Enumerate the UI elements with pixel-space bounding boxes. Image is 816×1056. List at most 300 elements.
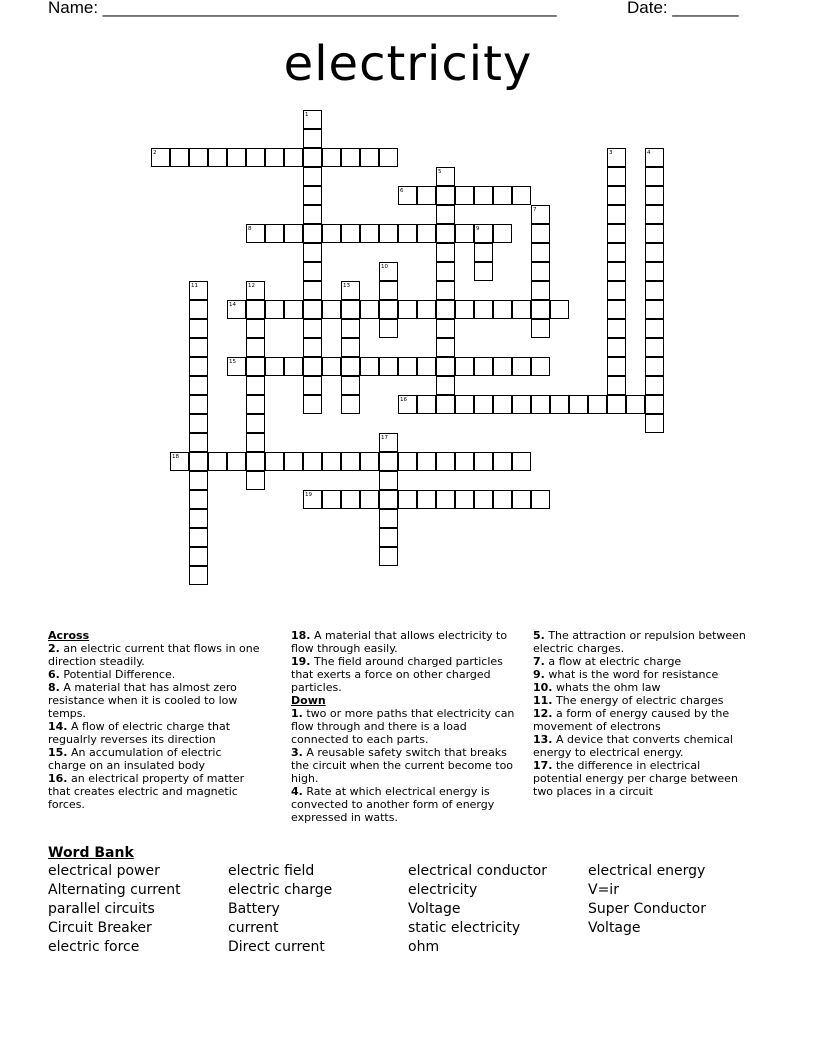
- word-bank-item: electric charge: [228, 882, 333, 898]
- word-bank-item: electric force: [48, 939, 140, 955]
- clue-item: [533, 668, 748, 681]
- clue-number-label: 7: [533, 207, 537, 213]
- crossword-cell[interactable]: [531, 224, 550, 243]
- clue-number: 5.: [533, 629, 545, 642]
- word-bank-item: Direct current: [228, 939, 325, 955]
- clue-text: whats the ohm law: [552, 681, 661, 694]
- clue-text: A material that allows electricity to flow through easily.: [291, 629, 508, 655]
- clue-number-label: 11: [191, 283, 198, 289]
- crossword-cell[interactable]: [303, 224, 322, 243]
- crossword-cell[interactable]: [493, 300, 512, 319]
- clue-text: an electrical property of matter that creates electric and magnetic forces.: [48, 772, 245, 811]
- crossword-cell[interactable]: [341, 338, 360, 357]
- crossword-cell[interactable]: [379, 224, 398, 243]
- crossword-cell[interactable]: [607, 243, 626, 262]
- crossword-cell[interactable]: [284, 148, 303, 167]
- crossword-cell[interactable]: [531, 490, 550, 509]
- crossword-cell[interactable]: [512, 186, 531, 205]
- crossword-cell[interactable]: [455, 224, 474, 243]
- crossword-cell[interactable]: [417, 395, 436, 414]
- word-bank-item: electrical energy: [588, 863, 706, 879]
- crossword-cell[interactable]: [303, 186, 322, 205]
- clue-text: the difference in electrical potential energy per charge between two places in a circuit: [533, 759, 738, 798]
- crossword-cell[interactable]: [189, 566, 208, 585]
- clue-text: A device that converts chemical energy to electrical energy.: [533, 733, 733, 759]
- clue-item: [48, 772, 260, 811]
- crossword-cell[interactable]: [436, 338, 455, 357]
- word-bank-item: Alternating current: [48, 882, 181, 898]
- clue-number: 1.: [291, 707, 303, 720]
- crossword-cell[interactable]: [512, 357, 531, 376]
- crossword-cell[interactable]: [265, 300, 284, 319]
- crossword-cell[interactable]: [455, 452, 474, 471]
- clue-item: [533, 629, 748, 655]
- crossword-cell[interactable]: [303, 319, 322, 338]
- crossword-cell[interactable]: [436, 167, 455, 186]
- clue-number: 2.: [48, 642, 60, 655]
- crossword-cell[interactable]: [493, 224, 512, 243]
- crossword-cell[interactable]: [607, 281, 626, 300]
- crossword-cell[interactable]: [303, 395, 322, 414]
- crossword-cell[interactable]: [607, 319, 626, 338]
- clue-number-label: 10: [381, 264, 388, 270]
- crossword-cell[interactable]: [645, 376, 664, 395]
- crossword-cell[interactable]: [379, 452, 398, 471]
- crossword-cell[interactable]: [303, 262, 322, 281]
- word-bank-item: ohm: [408, 939, 440, 955]
- crossword-cell[interactable]: [341, 300, 360, 319]
- crossword-cell[interactable]: [474, 186, 493, 205]
- crossword-cell[interactable]: [360, 452, 379, 471]
- clue-number: 8.: [48, 681, 60, 694]
- crossword-cell[interactable]: [417, 224, 436, 243]
- crossword-cell[interactable]: [303, 129, 322, 148]
- crossword-cell[interactable]: [398, 490, 417, 509]
- crossword-cell[interactable]: [322, 148, 341, 167]
- clue-item: [533, 694, 748, 707]
- crossword-cell[interactable]: [379, 300, 398, 319]
- crossword-cell[interactable]: [645, 186, 664, 205]
- word-bank-item: parallel circuits: [48, 901, 155, 917]
- crossword-cell[interactable]: [645, 395, 664, 414]
- crossword-cell[interactable]: [493, 490, 512, 509]
- crossword-cell[interactable]: [512, 452, 531, 471]
- clue-item: [48, 668, 260, 681]
- crossword-cell[interactable]: [341, 224, 360, 243]
- crossword-cell[interactable]: [303, 300, 322, 319]
- crossword-cell[interactable]: [645, 148, 664, 167]
- crossword-cell[interactable]: [455, 490, 474, 509]
- word-bank-item: Voltage: [588, 920, 641, 936]
- clue-number-label: 15: [229, 359, 236, 365]
- crossword-cell[interactable]: [417, 490, 436, 509]
- clue-number: 7.: [533, 655, 545, 668]
- crossword-cell[interactable]: [474, 243, 493, 262]
- word-bank-item: V=ir: [588, 882, 619, 898]
- crossword-cell[interactable]: [341, 376, 360, 395]
- crossword-cell[interactable]: [379, 148, 398, 167]
- clue-number: 15.: [48, 746, 68, 759]
- clue-item: [291, 746, 521, 785]
- clue-text: A material that has almost zero resistance when it is cooled to low temps.: [48, 681, 238, 720]
- crossword-cell[interactable]: [531, 300, 550, 319]
- crossword-cell[interactable]: [607, 224, 626, 243]
- crossword-cell[interactable]: [360, 148, 379, 167]
- crossword-cell[interactable]: [531, 262, 550, 281]
- crossword-cell[interactable]: [493, 395, 512, 414]
- clue-number-label: 1: [305, 112, 309, 118]
- crossword-cell[interactable]: [645, 262, 664, 281]
- crossword-cell[interactable]: [246, 300, 265, 319]
- crossword-cell[interactable]: [645, 205, 664, 224]
- crossword-cell[interactable]: [607, 338, 626, 357]
- crossword-cell[interactable]: [398, 395, 417, 414]
- clue-number-label: 3: [609, 150, 613, 156]
- crossword-cell[interactable]: [493, 357, 512, 376]
- crossword-cell[interactable]: [455, 357, 474, 376]
- clues-column-2: [291, 629, 521, 824]
- crossword-cell[interactable]: [569, 395, 588, 414]
- crossword-cell[interactable]: [246, 338, 265, 357]
- crossword-cell[interactable]: [189, 547, 208, 566]
- crossword-cell[interactable]: [379, 433, 398, 452]
- date-field-label: Date: _______: [627, 0, 739, 17]
- crossword-cell[interactable]: [474, 452, 493, 471]
- crossword-cell[interactable]: [322, 224, 341, 243]
- crossword-cell[interactable]: [379, 528, 398, 547]
- crossword-cell[interactable]: [417, 300, 436, 319]
- crossword-cell[interactable]: [379, 357, 398, 376]
- crossword-cell[interactable]: [189, 376, 208, 395]
- clue-number: 17.: [533, 759, 553, 772]
- crossword-cell[interactable]: [303, 110, 322, 129]
- crossword-cell[interactable]: [303, 243, 322, 262]
- crossword-cell[interactable]: [607, 167, 626, 186]
- clue-text: A flow of electric charge that regualrly reverses its direction: [48, 720, 231, 746]
- clue-number-label: 2: [153, 150, 157, 156]
- crossword-cell[interactable]: [303, 281, 322, 300]
- clue-text: two or more paths that electricity can flow through and there is a load connected to each parts.: [291, 707, 515, 746]
- crossword-cell[interactable]: [474, 262, 493, 281]
- crossword-cell[interactable]: [474, 357, 493, 376]
- crossword-cell[interactable]: [246, 452, 265, 471]
- crossword-cell[interactable]: [550, 395, 569, 414]
- crossword-cell[interactable]: [474, 395, 493, 414]
- crossword-cell[interactable]: [531, 319, 550, 338]
- crossword-cell[interactable]: [265, 224, 284, 243]
- clue-number-label: 4: [647, 150, 651, 156]
- crossword-cell[interactable]: [607, 262, 626, 281]
- crossword-cell[interactable]: [170, 148, 189, 167]
- crossword-cell[interactable]: [474, 490, 493, 509]
- crossword-cell[interactable]: [607, 395, 626, 414]
- crossword-cell[interactable]: [208, 452, 227, 471]
- crossword-cell[interactable]: [645, 300, 664, 319]
- crossword-cell[interactable]: [303, 452, 322, 471]
- clue-number-label: 6: [400, 188, 404, 194]
- crossword-cell[interactable]: [645, 281, 664, 300]
- crossword-cell[interactable]: [246, 395, 265, 414]
- clues-column-1: [48, 629, 260, 811]
- crossword-cell[interactable]: [436, 224, 455, 243]
- crossword-cell[interactable]: [531, 243, 550, 262]
- clue-text: an electric current that flows in one direction steadily.: [48, 642, 260, 668]
- clue-number: 3.: [291, 746, 303, 759]
- crossword-cell[interactable]: [607, 300, 626, 319]
- crossword-cell[interactable]: [493, 186, 512, 205]
- crossword-cell[interactable]: [436, 300, 455, 319]
- crossword-cell[interactable]: [531, 281, 550, 300]
- crossword-cell[interactable]: [550, 300, 569, 319]
- crossword-cell[interactable]: [189, 319, 208, 338]
- crossword-cell[interactable]: [189, 300, 208, 319]
- crossword-cell[interactable]: [322, 357, 341, 376]
- crossword-cell[interactable]: [645, 338, 664, 357]
- clue-number-label: 8: [248, 226, 252, 232]
- clue-item: [48, 746, 260, 772]
- crossword-cell[interactable]: [322, 300, 341, 319]
- crossword-cell[interactable]: [436, 281, 455, 300]
- crossword-cell[interactable]: [341, 319, 360, 338]
- crossword-cell[interactable]: [493, 452, 512, 471]
- crossword-cell[interactable]: [531, 205, 550, 224]
- crossword-cell[interactable]: [189, 357, 208, 376]
- crossword-cell[interactable]: [227, 357, 246, 376]
- crossword-cell[interactable]: [246, 224, 265, 243]
- crossword-cell[interactable]: [417, 357, 436, 376]
- crossword-cell[interactable]: [379, 471, 398, 490]
- clue-text: The field around charged particles that exerts a force on other charged particles.: [291, 655, 503, 694]
- word-bank-title: Word Bank: [48, 845, 134, 861]
- crossword-cell[interactable]: [512, 490, 531, 509]
- clue-text: An accumulation of electric charge on an insulated body: [48, 746, 222, 772]
- crossword-cell[interactable]: [417, 452, 436, 471]
- clue-item: [291, 655, 521, 694]
- clue-item: [533, 759, 748, 798]
- crossword-cell[interactable]: [227, 300, 246, 319]
- crossword-cell[interactable]: [455, 395, 474, 414]
- clues-column-3: [533, 629, 748, 798]
- crossword-cell[interactable]: [246, 281, 265, 300]
- clue-number: 16.: [48, 772, 68, 785]
- crossword-cell[interactable]: [436, 357, 455, 376]
- name-field-label: Name: ________________________________________________: [48, 0, 557, 17]
- crossword-cell[interactable]: [246, 433, 265, 452]
- word-bank-item: static electricity: [408, 920, 521, 936]
- crossword-cell[interactable]: [284, 357, 303, 376]
- clue-item: [533, 681, 748, 694]
- crossword-cell[interactable]: [512, 395, 531, 414]
- clue-number: 12.: [533, 707, 553, 720]
- clue-item: [48, 642, 260, 668]
- crossword-cell[interactable]: [645, 319, 664, 338]
- crossword-cell[interactable]: [303, 167, 322, 186]
- crossword-cell[interactable]: [360, 224, 379, 243]
- clue-number-label: 5: [438, 169, 442, 175]
- crossword-cell[interactable]: [360, 300, 379, 319]
- crossword-cell[interactable]: [607, 186, 626, 205]
- crossword-cell[interactable]: [151, 148, 170, 167]
- crossword-cell[interactable]: [379, 509, 398, 528]
- crossword-cell[interactable]: [607, 205, 626, 224]
- crossword-cell[interactable]: [227, 452, 246, 471]
- crossword-cell[interactable]: [189, 452, 208, 471]
- crossword-cell[interactable]: [246, 414, 265, 433]
- crossword-cell[interactable]: [303, 338, 322, 357]
- clue-text: A reusable safety switch that breaks the circuit when the current become too high.: [291, 746, 514, 785]
- crossword-cell[interactable]: [455, 300, 474, 319]
- crossword-cell[interactable]: [284, 224, 303, 243]
- crossword-cell[interactable]: [531, 395, 550, 414]
- crossword-cell[interactable]: [531, 357, 550, 376]
- crossword-cell[interactable]: [360, 357, 379, 376]
- clue-number-label: 19: [305, 492, 312, 498]
- clue-number: 13.: [533, 733, 553, 746]
- clue-item: [48, 681, 260, 720]
- clue-item: [291, 629, 521, 655]
- crossword-cell[interactable]: [607, 376, 626, 395]
- crossword-cell[interactable]: [455, 186, 474, 205]
- crossword-cell[interactable]: [436, 395, 455, 414]
- crossword-cell[interactable]: [512, 300, 531, 319]
- crossword-cell[interactable]: [436, 186, 455, 205]
- crossword-cell[interactable]: [189, 528, 208, 547]
- clue-number-label: 14: [229, 302, 236, 308]
- crossword-cell[interactable]: [246, 357, 265, 376]
- crossword-cell[interactable]: [189, 433, 208, 452]
- clue-number-label: 18: [172, 454, 179, 460]
- clue-number-label: 16: [400, 397, 407, 403]
- crossword-cell[interactable]: [303, 376, 322, 395]
- crossword-cell[interactable]: [436, 205, 455, 224]
- crossword-cell[interactable]: [626, 395, 645, 414]
- crossword-cell[interactable]: [303, 148, 322, 167]
- word-bank-item: electricity: [408, 882, 478, 898]
- clue-number: 9.: [533, 668, 545, 681]
- crossword-cell[interactable]: [189, 338, 208, 357]
- crossword-cell[interactable]: [341, 148, 360, 167]
- crossword-cell[interactable]: [246, 319, 265, 338]
- crossword-cell[interactable]: [322, 490, 341, 509]
- crossword-cell[interactable]: [607, 357, 626, 376]
- crossword-cell[interactable]: [208, 148, 227, 167]
- crossword-cell[interactable]: [398, 186, 417, 205]
- crossword-cell[interactable]: [303, 490, 322, 509]
- crossword-cell[interactable]: [341, 490, 360, 509]
- word-bank-item: Super Conductor: [588, 901, 706, 917]
- crossword-cell[interactable]: [189, 490, 208, 509]
- clue-list-1: [48, 642, 260, 811]
- crossword-cell[interactable]: [398, 224, 417, 243]
- clue-list-2b: [291, 707, 521, 824]
- crossword-cell[interactable]: [189, 148, 208, 167]
- crossword-cell[interactable]: [436, 262, 455, 281]
- clue-item: [533, 733, 748, 759]
- crossword-cell[interactable]: [474, 300, 493, 319]
- crossword-cell[interactable]: [170, 452, 189, 471]
- crossword-cell[interactable]: [227, 148, 246, 167]
- clue-number: 14.: [48, 720, 68, 733]
- clue-number: 10.: [533, 681, 553, 694]
- clue-item: [291, 785, 521, 824]
- clue-text: The attraction or repulsion between electric charges.: [533, 629, 746, 655]
- crossword-cell[interactable]: [607, 148, 626, 167]
- clue-number: 4.: [291, 785, 303, 798]
- clue-number: 11.: [533, 694, 553, 707]
- crossword-cell[interactable]: [265, 357, 284, 376]
- crossword-cell[interactable]: [379, 490, 398, 509]
- crossword-cell[interactable]: [398, 357, 417, 376]
- crossword-cell[interactable]: [379, 262, 398, 281]
- crossword-cell[interactable]: [436, 490, 455, 509]
- word-bank-item: electrical power: [48, 863, 160, 879]
- crossword-cell[interactable]: [417, 186, 436, 205]
- crossword-cell[interactable]: [645, 224, 664, 243]
- crossword-cell[interactable]: [436, 452, 455, 471]
- crossword-cell[interactable]: [436, 376, 455, 395]
- clue-number: 18.: [291, 629, 311, 642]
- crossword-cell[interactable]: [303, 205, 322, 224]
- crossword-cell[interactable]: [436, 319, 455, 338]
- crossword-cell[interactable]: [379, 319, 398, 338]
- clue-number-label: 9: [476, 226, 480, 232]
- word-bank-item: Circuit Breaker: [48, 920, 152, 936]
- crossword-cell[interactable]: [246, 376, 265, 395]
- crossword-cell[interactable]: [189, 281, 208, 300]
- crossword-cell[interactable]: [265, 148, 284, 167]
- crossword-cell[interactable]: [303, 357, 322, 376]
- clue-text: Potential Difference.: [59, 668, 176, 681]
- clue-text: Rate at which electrical energy is convected to another form of energy expressed in watts.: [291, 785, 495, 824]
- crossword-cell[interactable]: [189, 509, 208, 528]
- word-bank-item: electrical conductor: [408, 863, 547, 879]
- crossword-cell[interactable]: [265, 452, 284, 471]
- crossword-cell[interactable]: [284, 452, 303, 471]
- crossword-cell[interactable]: [341, 357, 360, 376]
- crossword-cell[interactable]: [436, 243, 455, 262]
- crossword-cell[interactable]: [189, 471, 208, 490]
- crossword-cell[interactable]: [645, 243, 664, 262]
- crossword-cell[interactable]: [379, 547, 398, 566]
- clue-text: The energy of electric charges: [552, 694, 724, 707]
- crossword-cell[interactable]: [588, 395, 607, 414]
- crossword-cell[interactable]: [398, 452, 417, 471]
- crossword-cell[interactable]: [322, 452, 341, 471]
- crossword-cell[interactable]: [474, 224, 493, 243]
- down-heading: Down: [291, 694, 326, 707]
- crossword-cell[interactable]: [379, 281, 398, 300]
- crossword-cell[interactable]: [246, 471, 265, 490]
- clue-item: [291, 707, 521, 746]
- clue-item: [48, 720, 260, 746]
- crossword-cell[interactable]: [645, 414, 664, 433]
- crossword-cell[interactable]: [341, 281, 360, 300]
- crossword-cell[interactable]: [360, 490, 379, 509]
- clue-text: a form of energy caused by the movement of electrons: [533, 707, 730, 733]
- crossword-cell[interactable]: [645, 167, 664, 186]
- clue-item: [533, 655, 748, 668]
- crossword-cell[interactable]: [645, 357, 664, 376]
- crossword-cell[interactable]: [398, 300, 417, 319]
- clue-number-label: 17: [381, 435, 388, 441]
- crossword-cell[interactable]: [246, 148, 265, 167]
- word-bank-item: current: [228, 920, 279, 936]
- crossword-cell[interactable]: [189, 395, 208, 414]
- crossword-cell[interactable]: [341, 395, 360, 414]
- crossword-cell[interactable]: [341, 452, 360, 471]
- crossword-cell[interactable]: [284, 300, 303, 319]
- crossword-cell[interactable]: [189, 414, 208, 433]
